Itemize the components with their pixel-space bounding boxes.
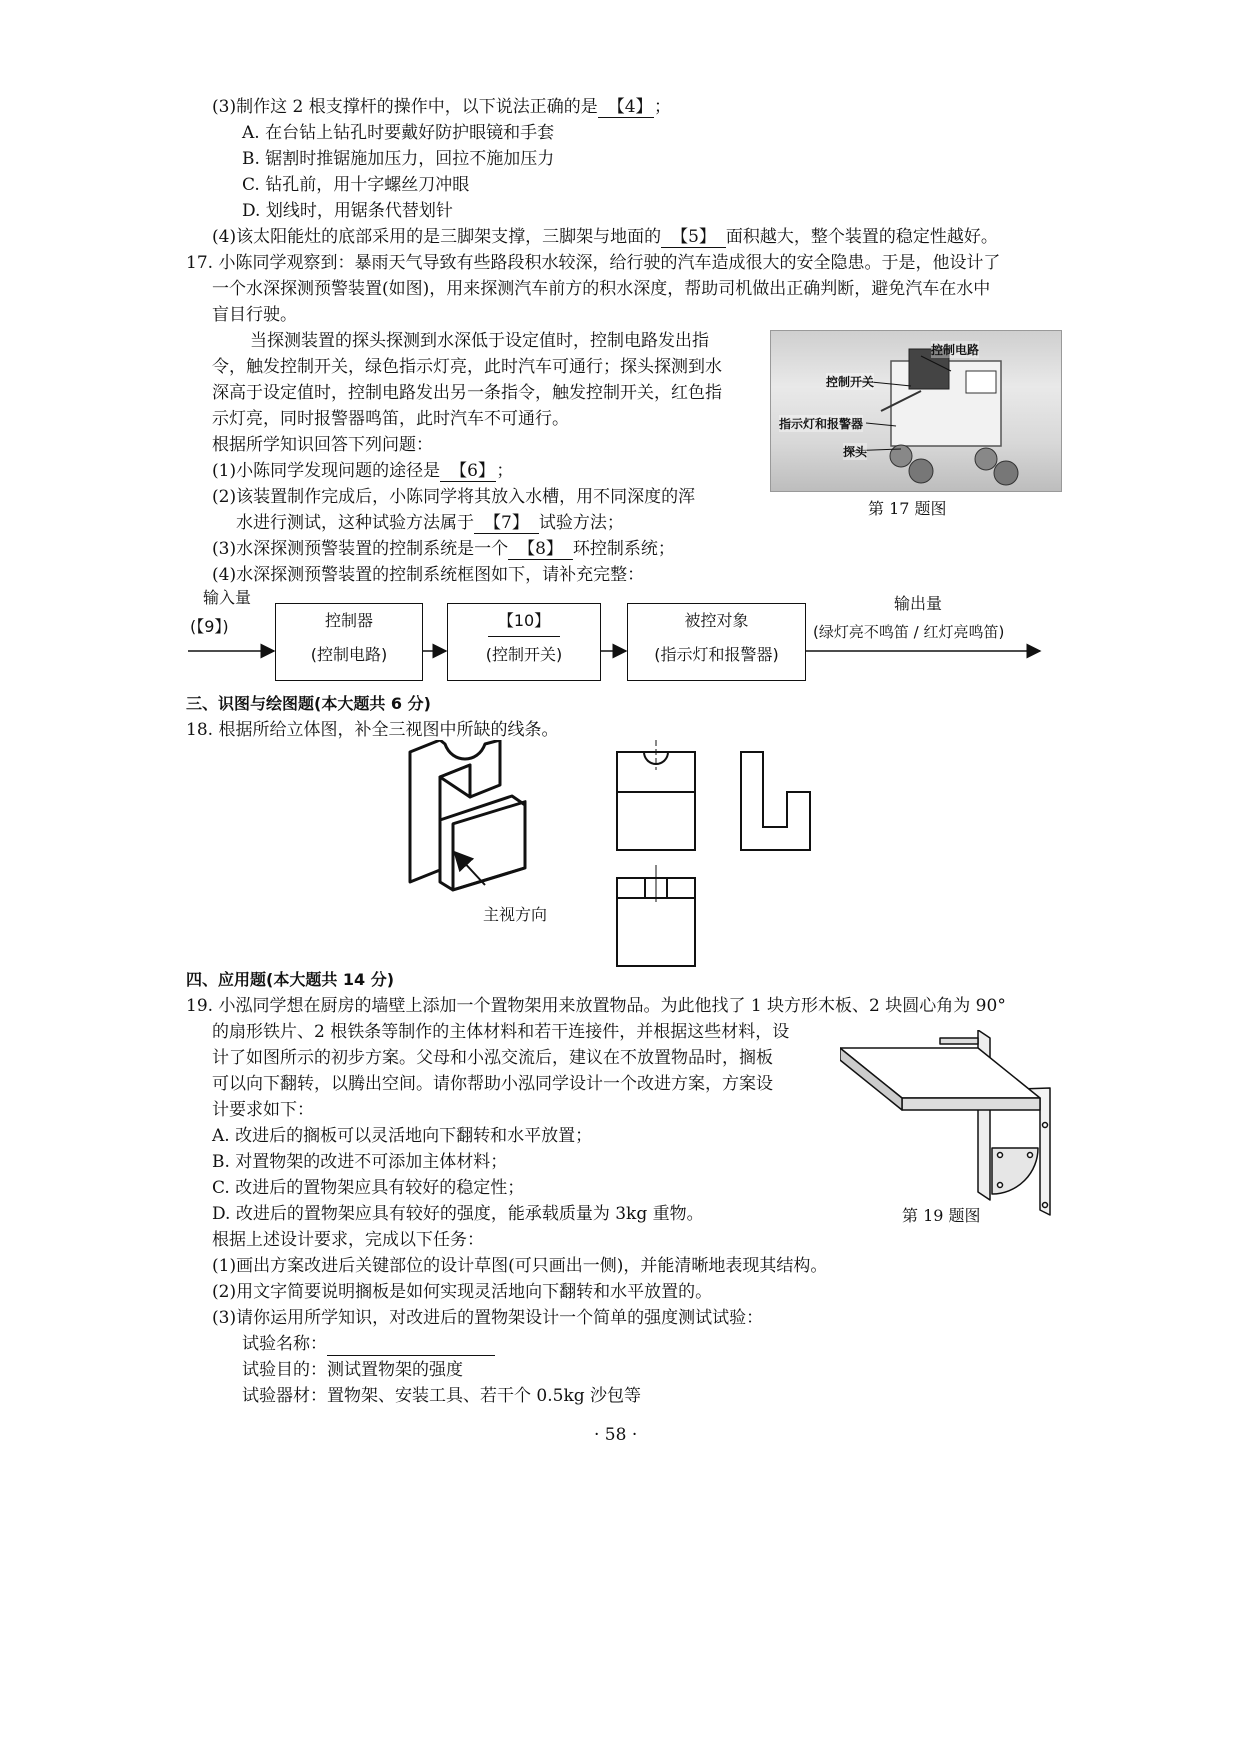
exp-name-input[interactable]: [327, 1337, 495, 1356]
q19-req-c: C. 改进后的置物架应具有较好的稳定性；: [212, 1178, 525, 1198]
view-direction-label: 主视方向: [483, 905, 548, 924]
q18-figures: [400, 740, 920, 970]
label-probe: 探头: [843, 445, 868, 459]
answer-blank-5[interactable]: 【5】: [661, 227, 726, 248]
answer-blank-10[interactable]: 【10】: [488, 606, 560, 637]
q19-exp-purpose: 试验目的：测试置物架的强度: [242, 1360, 463, 1380]
answer-blank-7[interactable]: 【7】: [474, 513, 539, 534]
answer-blank-8[interactable]: 【8】: [508, 539, 573, 560]
q17-stem-line3: 盲目行驶。: [212, 305, 297, 325]
q17-para-line1: 当探测装置的探头探测到水深低于设定值时，控制电路发出指: [250, 331, 709, 351]
section4-title: 四、应用题(本大题共 14 分): [186, 970, 395, 989]
answer-blank-6[interactable]: 【6】: [440, 461, 496, 482]
q16-sub3: (3)制作这 2 根支撑杆的操作中，以下说法正确的是 【4】 ；: [212, 97, 672, 117]
q17-stem-line1: 17. 小陈同学观察到：暴雨天气导致有些路段积水较深，给行驶的汽车造成很大的安全隐患。于是，他设计了: [186, 253, 1001, 273]
q19-stem-line3: 计了如图所示的初步方案。父母和小泓交流后，建议在不放置物品时，搁板: [212, 1048, 773, 1068]
q19-caption: 第 19 题图: [902, 1206, 981, 1225]
q17-sub2-line1: (2)该装置制作完成后，小陈同学将其放入水槽，用不同深度的浑: [212, 487, 696, 507]
q19-task-intro: 根据上述设计要求，完成以下任务：: [212, 1230, 484, 1250]
q17-stem-line2: 一个水深探测预警装置(如图)，用来探测汽车前方的积水深度，帮助司机做出正确判断，避免汽车在水中: [212, 279, 991, 299]
diagram-input-label: 输入量: [203, 588, 252, 607]
q19-task3: (3)请你运用所学知识，对改进后的置物架设计一个简单的强度测试试验：: [212, 1308, 764, 1328]
q17-para-line3: 深高于设定值时，控制电路发出另一条指令，触发控制开关，红色指: [212, 383, 722, 403]
q17-sub1: (1)小陈同学发现问题的途径是 【6】 ；: [212, 461, 514, 481]
q19-exp-name: 试验名称：: [242, 1332, 495, 1356]
q19-task2: (2)用文字简要说明搁板是如何实现灵活地向下翻转和水平放置的。: [212, 1282, 713, 1302]
front-view: [617, 740, 695, 850]
label-lamp-alarm: 指示灯和报警器: [779, 417, 864, 431]
q17-para-line2: 令，触发控制开关，绿色指示灯亮，此时汽车可通行；探头探测到水: [212, 357, 722, 377]
q19-stem-line4: 可以向下翻转，以腾出空间。请你帮助小泓同学设计一个改进方案，方案设: [212, 1074, 773, 1094]
q19-req-d: D. 改进后的置物架应具有较好的强度，能承载质量为 3kg 重物。: [212, 1204, 704, 1224]
answer-blank-4[interactable]: 【4】: [598, 97, 654, 118]
label-control-circuit: 控制电路: [931, 343, 980, 357]
q19-stem-line5: 计要求如下：: [212, 1100, 314, 1120]
q17-device-photo: [770, 330, 1062, 492]
q17-sub3: (3)水深探测预警装置的控制系统是一个 【8】 环控制系统；: [212, 539, 675, 559]
q19-exp-equipment: 试验器材：置物架、安装工具、若干个 0.5kg 沙包等: [242, 1386, 642, 1406]
q19-task1: (1)画出方案改进后关键部位的设计草图(可只画出一侧)，并能清晰地表现其结构。: [212, 1256, 828, 1276]
q18-stem: 18. 根据所给立体图，补全三视图中所缺的线条。: [186, 720, 559, 740]
diagram-arrows: [0, 600, 1241, 700]
q16-option-c: C. 钻孔前，用十字螺丝刀冲眼: [242, 175, 470, 195]
diagram-box-controller: 控制器 (控制电路): [275, 603, 423, 681]
diagram-box-actuator: 【10】 (控制开关): [447, 603, 601, 681]
device-drawing: [771, 331, 1061, 491]
q17-para-line5: 根据所学知识回答下列问题：: [212, 435, 433, 455]
diagram-box-controlled-object: 被控对象 (指示灯和报警器): [627, 603, 806, 681]
q17-sub4: (4)水深探测预警装置的控制系统框图如下，请补充完整：: [212, 565, 645, 585]
top-view: [617, 865, 695, 966]
q17-para-line4: 示灯亮，同时报警器鸣笛，此时汽车不可通行。: [212, 409, 569, 429]
q19-stem-line1: 19. 小泓同学想在厨房的墙壁上添加一个置物架用来放置物品。为此他找了 1 块方形木板、2 块圆心角为 90°: [186, 996, 1006, 1016]
q16-option-a: A. 在台钻上钻孔时要戴好防护眼镜和手套: [242, 123, 555, 143]
side-view: [741, 752, 810, 850]
q17-sub2-line2: 水进行测试，这种试验方法属于 【7】 试验方法；: [236, 513, 624, 533]
q19-shelf-figure: [840, 1030, 1070, 1220]
q16-sub4: (4)该太阳能灶的底部采用的是三脚架支撑，三脚架与地面的 【5】 面积越大，整个装置的稳定性越好。: [212, 227, 998, 247]
diagram-output-label: 输出量: [894, 594, 943, 613]
q19-req-b: B. 对置物架的改进不可添加主体材料；: [212, 1152, 508, 1172]
q19-req-a: A. 改进后的搁板可以灵活地向下翻转和水平放置；: [212, 1126, 593, 1146]
q16-option-d: D. 划线时，用锯条代替划针: [242, 201, 453, 221]
q19-stem-line2: 的扇形铁片、2 根铁条等制作的主体材料和若干连接件，并根据这些材料，设: [212, 1022, 790, 1042]
q16-option-b: B. 锯割时推锯施加压力，回拉不施加压力: [242, 149, 555, 169]
diagram-input-value: (【9】): [190, 617, 229, 636]
label-control-switch: 控制开关: [826, 375, 875, 389]
q17-caption: 第 17 题图: [868, 499, 947, 518]
section3-title: 三、识图与绘图题(本大题共 6 分): [186, 694, 431, 713]
diagram-output-value: (绿灯亮不鸣笛 / 红灯亮鸣笛): [813, 623, 1005, 641]
page-number: · 58 ·: [594, 1425, 638, 1445]
